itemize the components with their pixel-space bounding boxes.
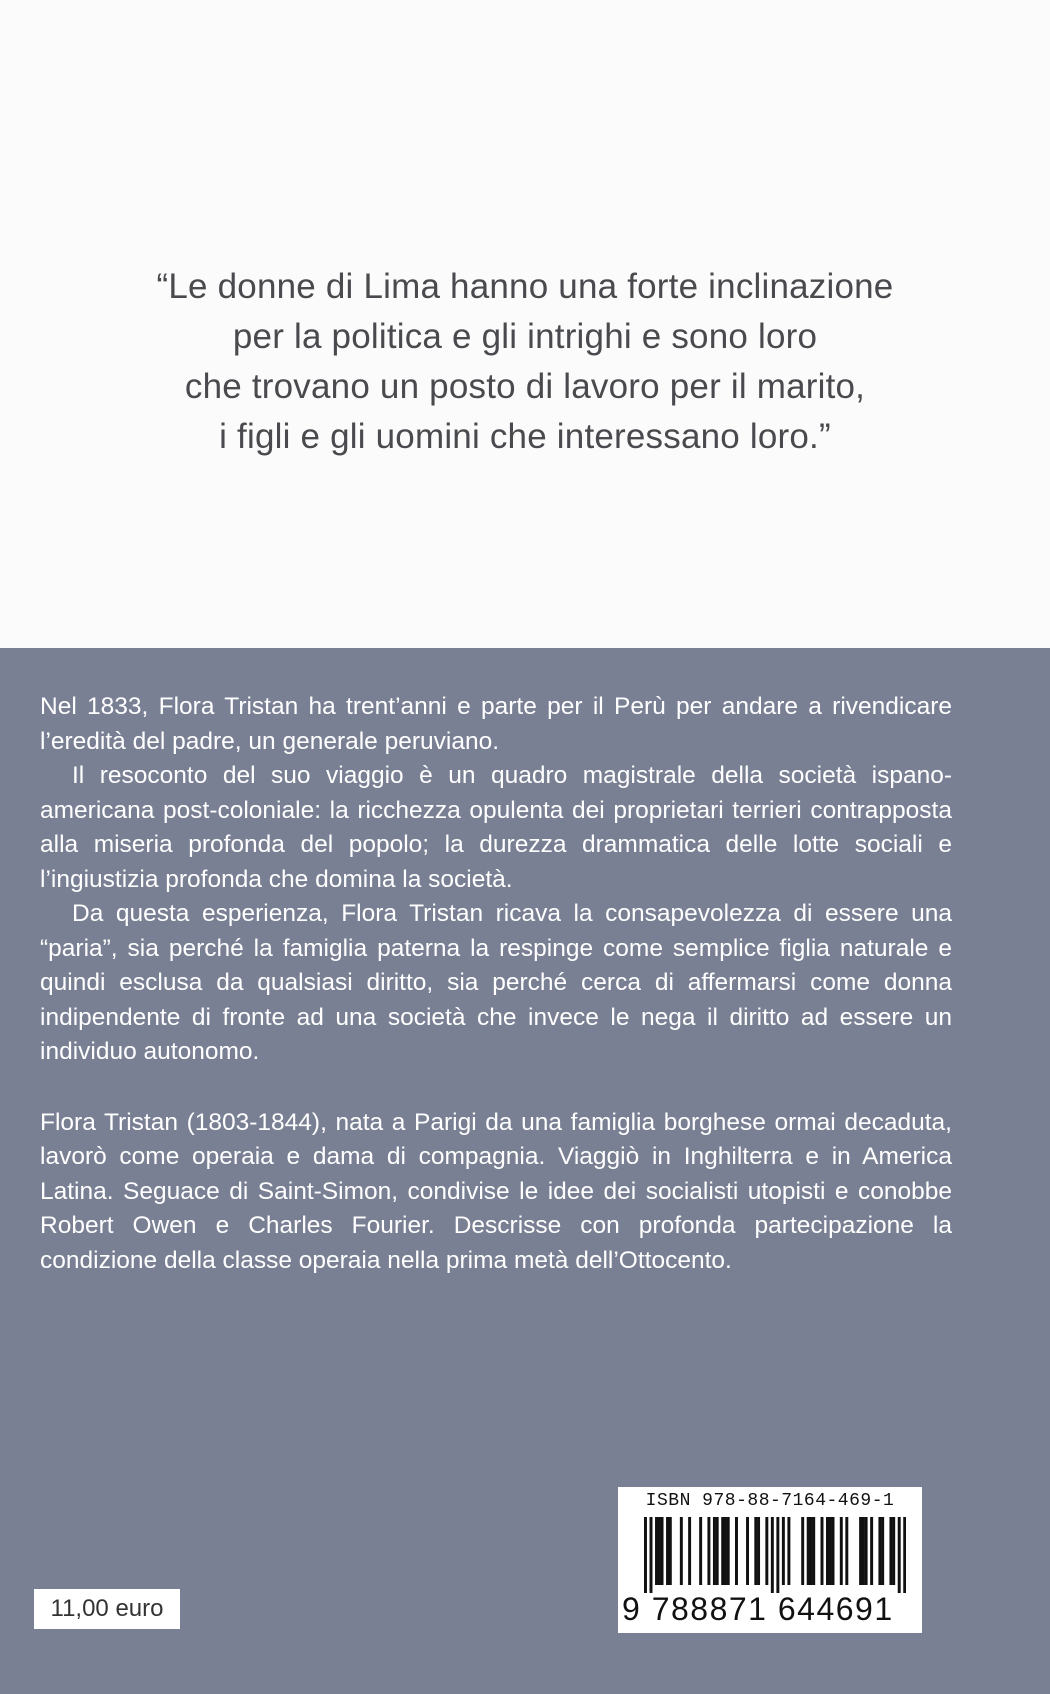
barcode-bar: [655, 1517, 658, 1585]
barcode-bar: [669, 1517, 672, 1585]
barcode-bar: [699, 1517, 702, 1585]
quote-line: “Le donne di Lima hanno una forte inclinazione: [156, 267, 894, 306]
barcode-bar: [650, 1517, 653, 1593]
barcode-bar: [787, 1517, 790, 1585]
barcode-bar: [782, 1517, 785, 1585]
blurb-paragraph: Da questa esperienza, Flora Tristan ricava la consapevolezza di essere una “paria”, sia perché la famiglia paterna la respinge come semplice figlia naturale e quindi esclusa da qualsiasi diritto, sia perché cerca di affermarsi come donna indipendente di fronte ad una società che invece le nega il diritto ad essere un individuo autonomo.: [40, 900, 952, 1065]
barcode-bar: [821, 1517, 824, 1585]
barcode-bar: [812, 1517, 815, 1585]
barcode-bar: [826, 1517, 829, 1585]
barcode-bar: [859, 1517, 862, 1585]
barcode-bar: [807, 1517, 810, 1585]
barcode-bar: [707, 1517, 710, 1585]
barcode-bar: [889, 1517, 892, 1585]
barcode-bar: [721, 1517, 724, 1585]
barcode-bar: [829, 1517, 832, 1585]
barcode-bar: [898, 1517, 901, 1593]
barcode-bar: [845, 1517, 848, 1585]
cover-top-section: [0, 0, 1050, 648]
barcode-bar: [865, 1517, 868, 1585]
barcode-digits: 9 788871 644691: [622, 1591, 894, 1627]
quote-line: per la politica e gli intrighi e sono loro: [232, 317, 818, 356]
barcode-bar: [757, 1517, 760, 1585]
blurb-text: [40, 690, 952, 1278]
barcode-bar: [716, 1517, 719, 1585]
barcode-bar: [809, 1517, 812, 1585]
blurb-paragraph: Il resoconto del suo viaggio è un quadro magistrale della società ispano-americana post-coloniale: la ricchezza opulenta dei proprietari terrieri contrapposta alla miseria profonda del popolo; la durezza drammatica delle lotte sociali e l’ingiustizia profonda che domina la società.: [40, 762, 952, 893]
barcode-bar: [878, 1517, 881, 1585]
isbn-label: ISBN 978-88-7164-469-1: [645, 1491, 895, 1511]
quote-line: che trovano un posto di lavoro per il marito,: [184, 367, 866, 406]
barcode-bar: [713, 1517, 716, 1585]
price-label: 11,00 euro: [34, 1589, 180, 1629]
barcode-bar: [661, 1517, 664, 1585]
barcode-bar: [801, 1517, 804, 1585]
barcode-bar: [903, 1517, 906, 1593]
barcode-bar: [666, 1517, 669, 1585]
barcode-bar: [658, 1517, 661, 1585]
quote-line: i figli e gli uomini che interessano loro.”: [219, 417, 831, 456]
barcode-bar: [776, 1517, 779, 1593]
barcode-bar: [680, 1517, 683, 1585]
barcode-bars-icon: [644, 1517, 906, 1593]
barcode-bar: [746, 1517, 749, 1585]
barcode-bar: [840, 1517, 843, 1585]
barcode-bar: [892, 1517, 895, 1585]
barcode-bar: [771, 1517, 774, 1593]
barcode-bar: [832, 1517, 835, 1585]
barcode-bar: [644, 1517, 647, 1593]
author-bio: Flora Tristan (1803-1844), nata a Parigi da una famiglia borghese ormai decaduta, lavorò come operaia e dama di compagnia. Viaggiò in Inghilterra e in America Latina. Seguace di Saint-Simon, condivise le idee dei socialisti utopisti e conobbe Robert Owen e Charles Fourier. Descrisse con profonda partecipazione la condizione della classe operaia nella prima metà dell’Ottocento.: [40, 1108, 952, 1274]
isbn-barcode: [618, 1487, 922, 1633]
barcode-bar: [735, 1517, 738, 1585]
blurb-paragraph: Nel 1833, Flora Tristan ha trent’anni e parte per il Perù per andare a rivendicare l’eredità del padre, un generale peruviano.: [40, 693, 952, 755]
barcode-bar: [727, 1517, 730, 1585]
barcode-bar: [870, 1517, 873, 1585]
barcode-bar: [881, 1517, 884, 1585]
barcode-bar: [688, 1517, 691, 1585]
pull-quote: [60, 262, 990, 462]
barcode-bar: [724, 1517, 727, 1585]
barcode-bar: [754, 1517, 757, 1585]
barcode-bar: [765, 1517, 768, 1585]
barcode-bar: [862, 1517, 865, 1585]
